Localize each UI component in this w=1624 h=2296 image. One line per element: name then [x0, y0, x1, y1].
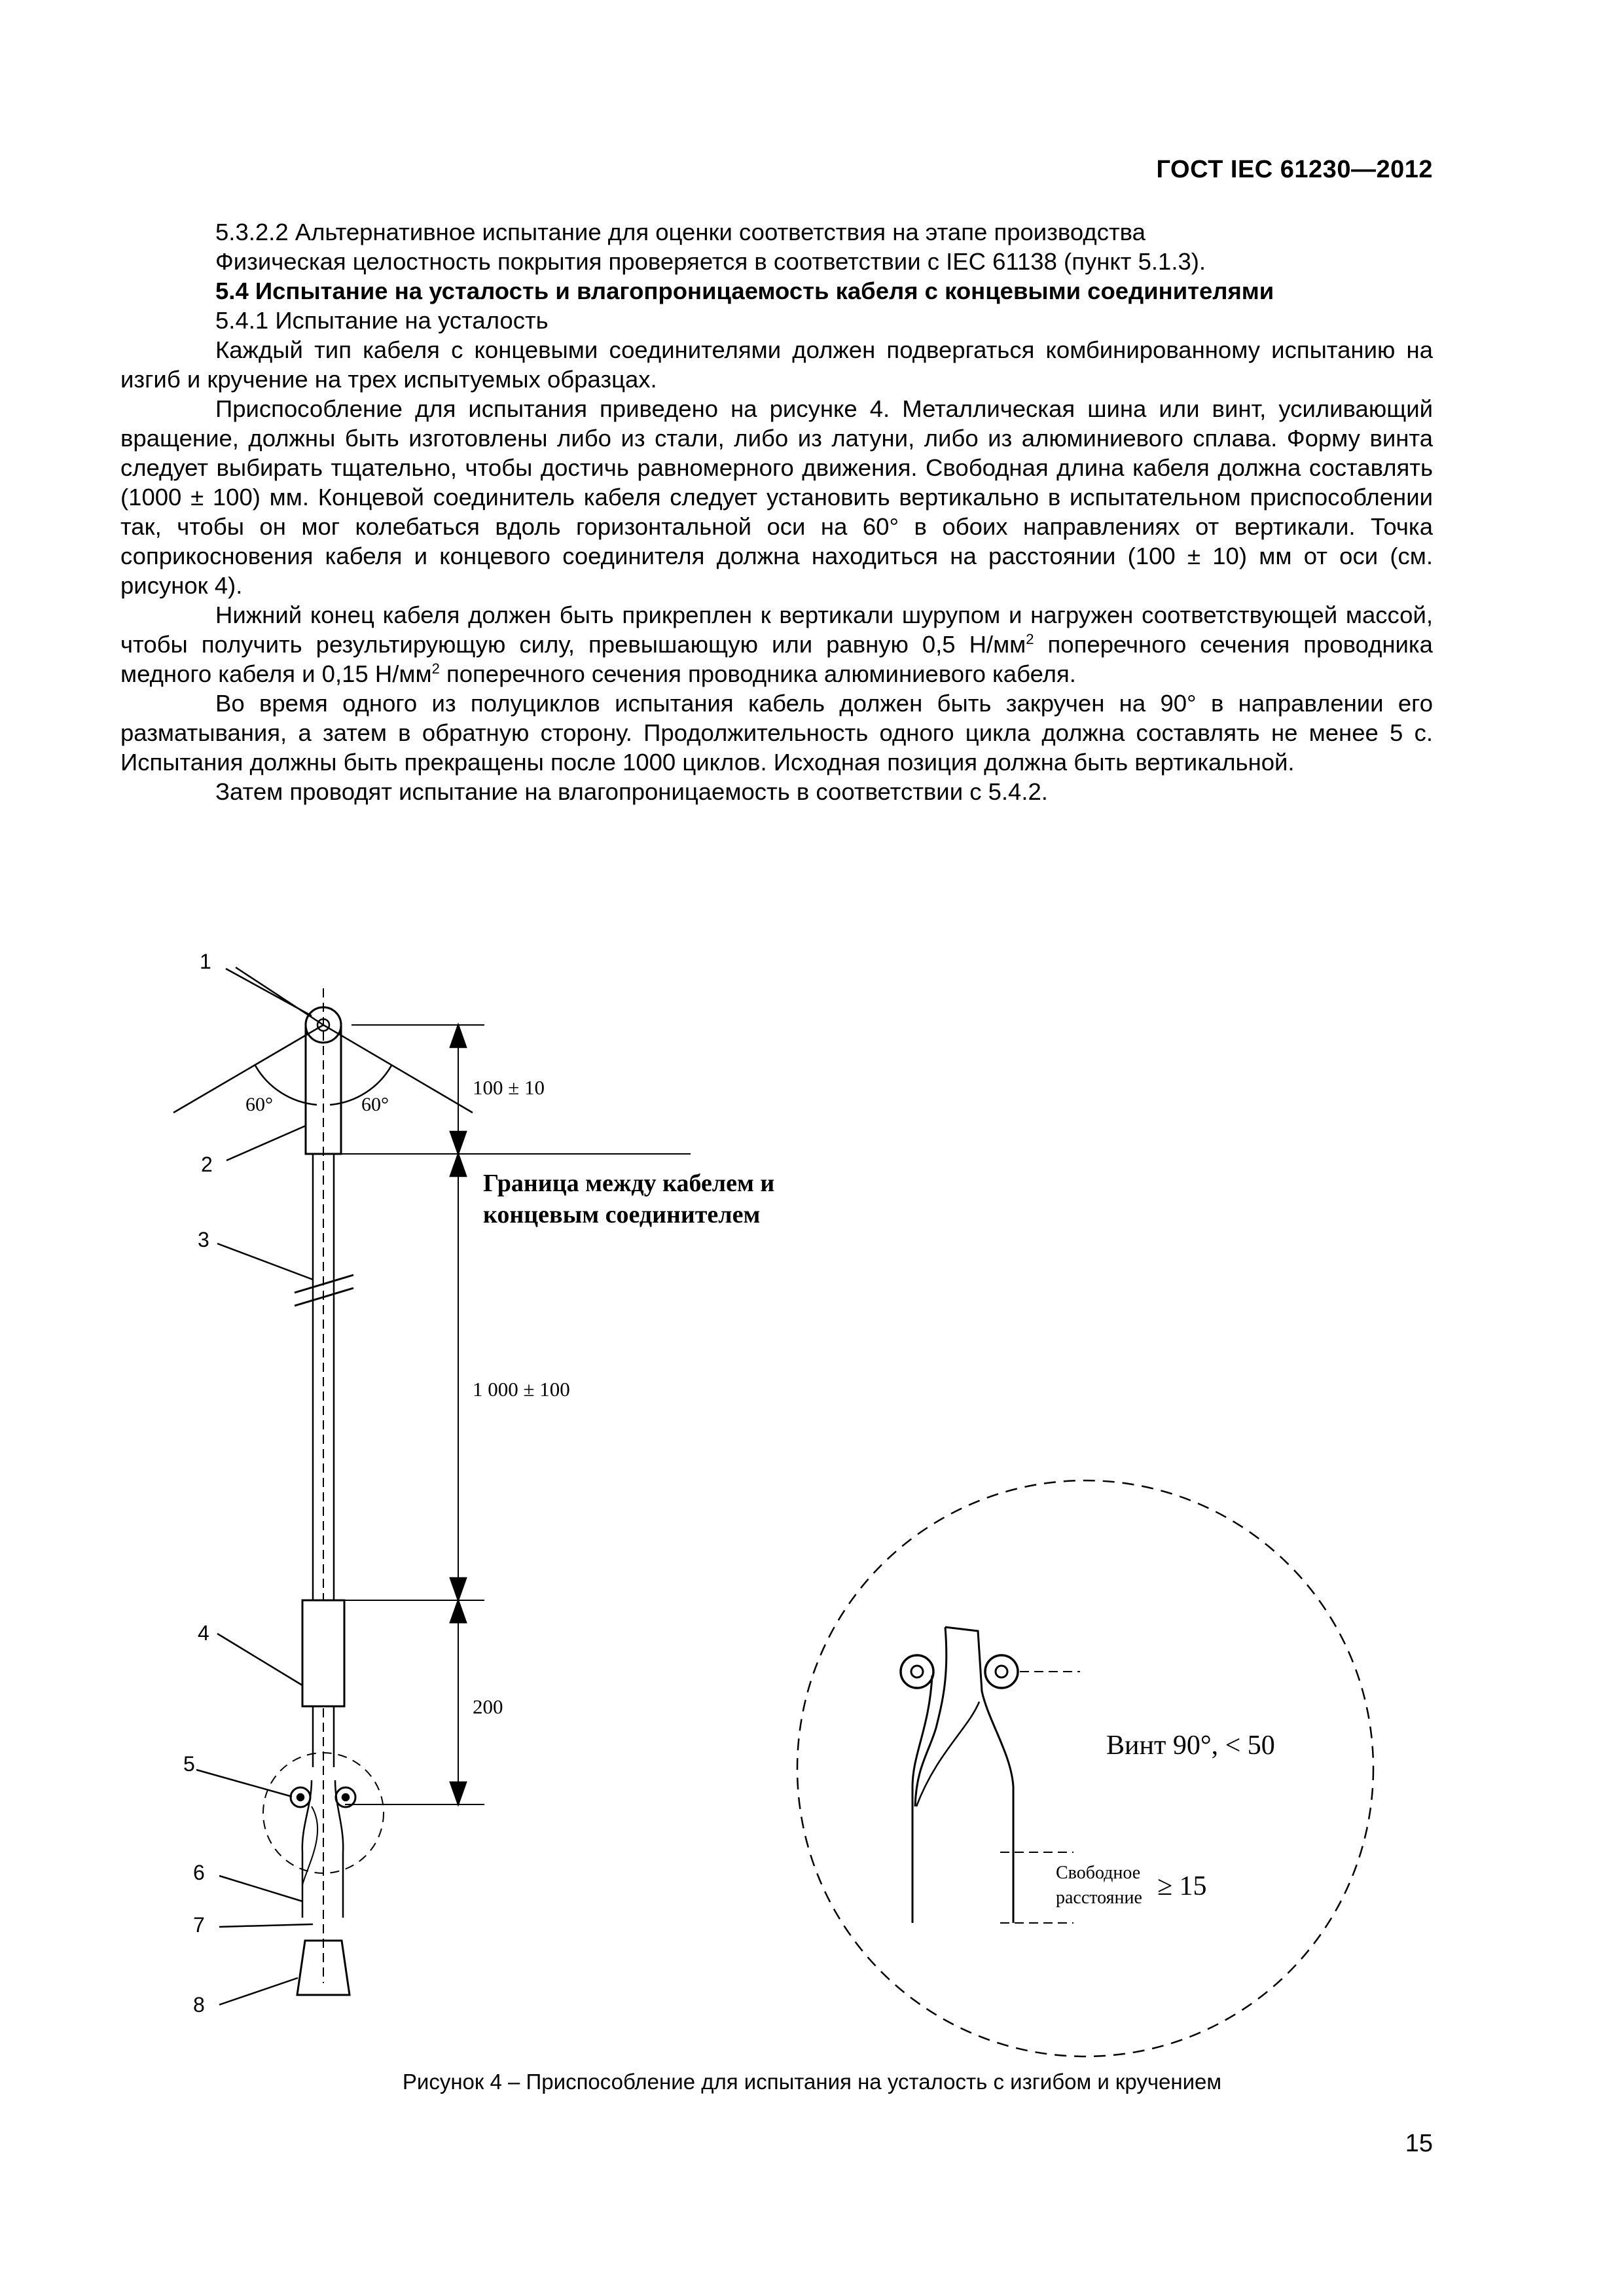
free-distance-label-line-1: Свободное — [1056, 1863, 1141, 1883]
subsection-heading-5-4-1: 5.4.1 Испытание на усталость — [215, 307, 549, 334]
dimension-top: 100 ± 10 — [473, 1076, 545, 1099]
angle-right-label: 60° — [361, 1094, 389, 1115]
document-header: ГОСТ IEC 61230—2012 — [1156, 156, 1433, 183]
callout-6: 6 — [193, 1861, 205, 1884]
boundary-label-line-1: Граница между кабелем и — [483, 1170, 775, 1197]
callout-4: 4 — [198, 1621, 209, 1645]
free-distance-value: ≥ 15 — [1157, 1871, 1207, 1901]
paragraph-physical-integrity: Физическая целостность покрытия проверяется в соответствии с IEC 61138 (пункт 5.1.3). — [215, 248, 1206, 275]
callout-3: 3 — [198, 1228, 209, 1251]
paragraph-moisture-test: Затем проводят испытание на влагопроницаемость в соответствии с 5.4.2. — [215, 778, 1048, 805]
dimension-bottom: 200 — [473, 1695, 503, 1718]
paragraph-fixture: Приспособление для испытания приведено на рисунке 4. Металлическая шина или винт, усиливающий вращение, должны быть изготовлены либо из стали, либо из латуни, либо из алюминиевого сплава. Форму винта следует выбирать тщательно, чтобы достичь равномерного движения. Свободная длина кабеля должна составлять (1000 ± 100) мм. Концевой соединитель кабеля следует установить вертикально в испытательном приспособлении так, чтобы он мог колебаться вдоль горизонтальной оси на 60° в обоих направлениях от вертикали. Точка соприкосновения кабеля и концевого соединителя должна находиться на расстоянии (100 ± 10) мм от оси (см. рисунок 4). — [120, 395, 1433, 599]
body-text — [120, 217, 1433, 806]
boundary-label-line-2: концевым соединителем — [483, 1201, 761, 1229]
section-heading-5-4: 5.4 Испытание на усталость и влагопроницаемость кабеля с концевыми соединителями — [215, 278, 1274, 304]
paragraph-lower-end: Нижний конец кабеля должен быть прикреплен к вертикали шурупом и нагружен соответствующей массой, чтобы получить результирующую силу, превышающую или равную 0,5 $Н/мм^2$ поперечного сечения проводника медного кабеля и 0,15 $Н/мм^2$ поперечного сечения проводника алюминиевого кабеля. — [120, 601, 1433, 687]
callout-5: 5 — [183, 1752, 195, 1776]
callout-8: 8 — [193, 1993, 205, 2017]
paragraph-half-cycle: Во время одного из полуциклов испытания кабель должен быть закручен на 90° в направлении его разматывания, а затем в обратную сторону. Продолжительность одного цикла должна составлять не менее 5 с. Испытания должны быть прекращены после 1000 циклов. Исходная позиция должна быть вертикальной. — [120, 690, 1433, 776]
paragraph-5-3-2-2: 5.3.2.2 Альтернативное испытание для оценки соответствия на этапе производства — [215, 219, 1146, 245]
callout-1: 1 — [200, 950, 211, 973]
dimension-middle: 1 000 ± 100 — [473, 1378, 570, 1401]
paragraph-cable-types: Каждый тип кабеля с концевыми соединителями должен подвергаться комбинированному испытанию на изгиб и кручение на трех испытуемых образцах. — [120, 336, 1433, 393]
angle-left-label: 60° — [245, 1094, 273, 1115]
callout-2: 2 — [201, 1153, 213, 1176]
figure-caption: Рисунок 4 – Приспособление для испытания на усталость с изгибом и кручением — [402, 2070, 1222, 2094]
callout-7: 7 — [193, 1913, 205, 1937]
screw-label: Винт 90°, < 50 — [1106, 1731, 1275, 1761]
page-number: 15 — [1405, 2130, 1433, 2157]
free-distance-label-line-2: расстояние — [1056, 1888, 1142, 1908]
